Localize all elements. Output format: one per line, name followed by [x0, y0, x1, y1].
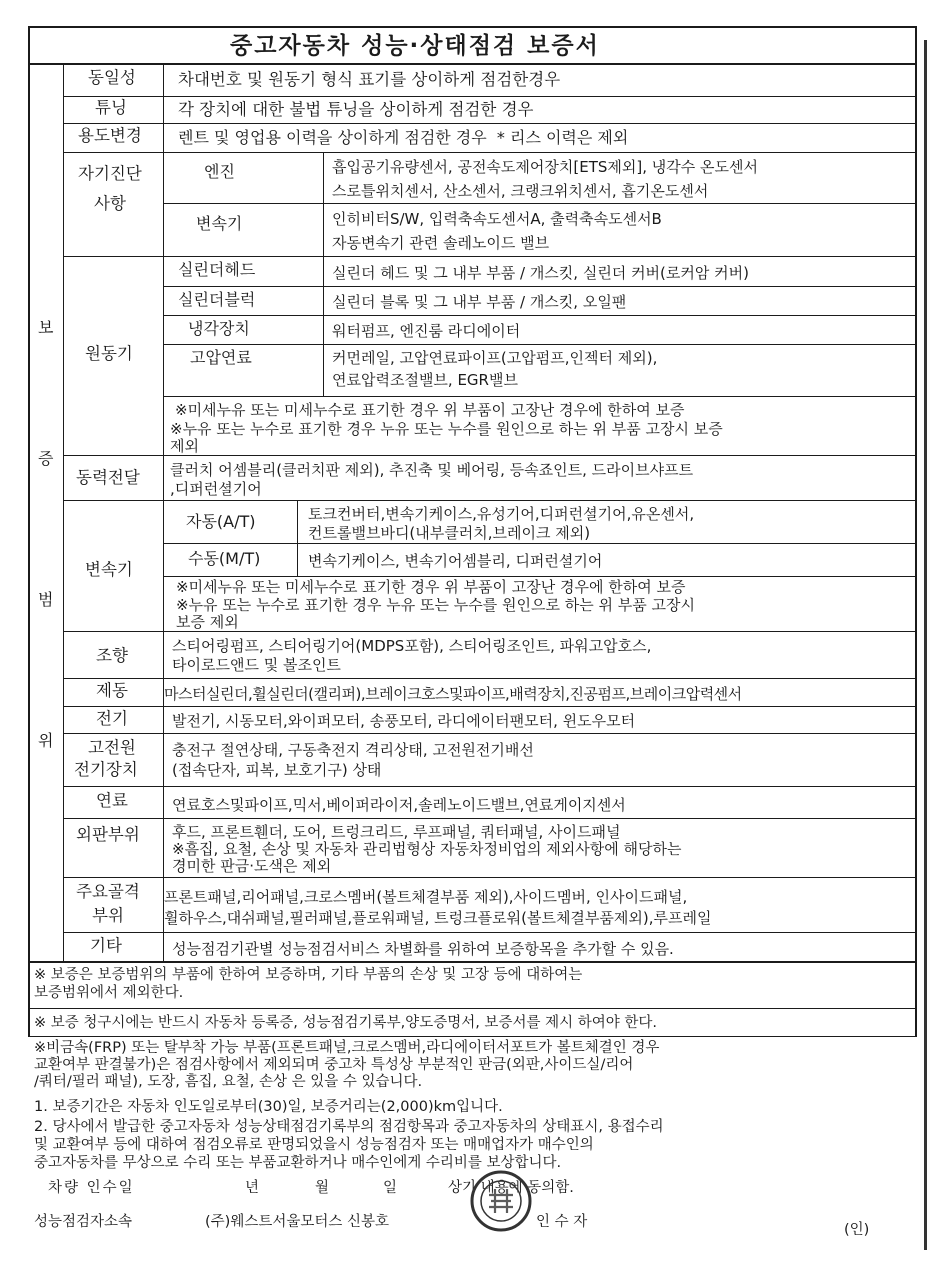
transmission-note-2: ※누유 또는 누수로 표기한 경우 누유 또는 누수를 원인으로 하는 위 부품 고장시: [176, 596, 695, 614]
inspector-affiliation-label: 성능점검자소속: [34, 1214, 133, 1230]
note-frp-3: /쿼터/필러 패널), 도장, 흠집, 요철, 손상 은 있을 수 있습니다.: [34, 1074, 423, 1090]
row-line: [163, 315, 915, 316]
row-line: [63, 733, 915, 734]
engine-note-3: 제외: [170, 437, 199, 455]
selfdiag-trans-line1: 인히비터S/W, 입력축속도센서A, 출력축속도센서B: [332, 210, 662, 228]
row-label-exterior: 외판부위: [76, 825, 140, 844]
row-label-usage: 용도변경: [78, 126, 142, 145]
row-line: [163, 543, 915, 544]
warranty-clause-2: 및 교환여부 등에 대하여 점검오류로 판명되었을시 성능점검자 또는 매매업자가 매수인의: [34, 1137, 594, 1153]
transmission-auto-line2: 컨트롤밸브바디(내부클러치,브레이크 제외): [308, 524, 591, 542]
row-label-selfdiag-2: 사항: [94, 194, 126, 213]
note-frp-1: ※비금속(FRP) 또는 탈부착 가능 부품(프론트패널,크로스멤버,라디에이터서포트가 볼트체결인 경우: [34, 1040, 660, 1056]
row-label-fuel: 연료: [96, 791, 128, 810]
company-seal-stamp: [469, 1169, 533, 1233]
steering-line1: 스티어링펌프, 스티어링기어(MDPS포함), 스티어링조인트, 파워고압호스,: [172, 637, 652, 655]
row-label-etc: 기타: [90, 936, 122, 955]
row-label-frame-2: 부위: [92, 906, 124, 925]
transmission-note-1: ※미세누유 또는 미세누수로 표기한 경우 위 부품이 고장난 경우에 한하여 보증: [176, 578, 686, 596]
sub-label-cylinder-block: 실린더블럭: [178, 290, 256, 309]
notes-divider: [28, 1008, 917, 1009]
warranty-clause-1: 2. 당사에서 발급한 중고자동차 성능상태점검기록부의 점검항목과 중고자동차의 상태표시, 용접수리: [34, 1119, 664, 1135]
agreement-text: 상기 내용에 동의함.: [448, 1180, 574, 1196]
frame-line1: 프론트패널,리어패널,크로스멤버(볼트체결부품 제외),사이드멤버, 인사이드패널,: [164, 888, 688, 906]
inspector-company: (주)웨스트서울모터스 신봉호: [205, 1214, 390, 1230]
steering-line2: 타이로드앤드 및 볼조인트: [172, 656, 341, 674]
row-label-steering: 조향: [96, 646, 128, 665]
row-label-selfdiag: 자기진단: [78, 164, 142, 183]
engine-note-1: ※미세누유 또는 미세누수로 표기한 경우 위 부품이 고장난 경우에 한하여 보증: [175, 401, 685, 419]
row-label-tuning: 튜닝: [95, 98, 127, 117]
warranty-clause-3: 중고자동차를 무상으로 수리 또는 부품교환하거나 매수인에게 수리비를 보상합니다.: [34, 1155, 562, 1171]
transmission-sub-divider: [297, 500, 298, 576]
sub-label-cylinder-head: 실린더헤드: [178, 260, 256, 279]
etc-desc: 성능점검기관별 성능점검서비스 차별화를 위하여 보증항목을 추가할 수 있음.: [172, 940, 674, 958]
sub-label-transmission: 변속기: [196, 214, 243, 233]
row-label-identity: 동일성: [88, 68, 136, 87]
table-bottom: [28, 961, 917, 963]
engine-note-2: ※누유 또는 누수로 표기한 경우 누유 또는 누수를 원인으로 하는 위 부품 고장시 보증: [170, 420, 723, 438]
row-label-brake: 제동: [96, 681, 128, 700]
transmission-manual-desc: 변속기케이스, 변속기어셈블리, 디퍼런셜기어: [308, 552, 603, 570]
selfdiag-engine-line2: 스로틀위치센서, 산소센서, 크랭크위치센서, 흡기온도센서: [332, 182, 709, 200]
brake-desc: 마스터실린더,휠실린더(캘리퍼),브레이크호스및파이프,배력장치,진공펌프,브레이크압력센서: [164, 685, 742, 703]
row-label-hv: 고전원: [88, 738, 136, 757]
row-desc-tuning: 각 장치에 대한 불법 튜닝을 상이하게 점검한 경우: [178, 100, 534, 119]
row-line: [63, 455, 915, 456]
row-label-transmission: 변속기: [85, 560, 133, 579]
warranty-period: 1. 보증기간은 자동차 인도일로부터(30)일, 보증거리는(2,000)km입니다.: [34, 1099, 503, 1115]
fuel-desc: 연료호스및파이프,믹서,베이퍼라이저,솔레노이드밸브,연료게이지센서: [172, 796, 626, 814]
drivetrain-line1: 클러치 어셈블리(클러치판 제외), 추진축 및 베어링, 등속죠인트, 드라이브샤프트: [170, 461, 694, 479]
side-label-char: 범: [38, 590, 54, 609]
engine-cylinder-block-desc: 실린더 블록 및 그 내부 부품 / 개스킷, 오일팬: [332, 293, 627, 311]
frame-line2: 휠하우스,대쉬패널,필러패널,플로워패널, 트렁크플로워(볼트체결부품제외),루프레일: [164, 909, 712, 927]
row-line: [163, 396, 915, 397]
note-claim: ※ 보증 청구시에는 반드시 자동차 등록증, 성능점검기록부,양도증명서, 보증서를 제시 하여야 한다.: [34, 1015, 657, 1031]
note-coverage-2: 보증범위에서 제외한다.: [34, 985, 184, 1001]
delivery-year: 년: [245, 1180, 260, 1196]
row-line: [63, 631, 915, 632]
delivery-date-label: 차량 인수일: [48, 1180, 135, 1196]
row-line: [63, 256, 915, 257]
buyer-label: 인 수 자: [536, 1214, 588, 1230]
electric-desc: 발전기, 시동모터,와이퍼모터, 송풍모터, 라디에이터팬모터, 윈도우모터: [172, 712, 636, 730]
frame-left: [28, 26, 30, 1036]
exterior-line2: ※흠집, 요철, 손상 및 자동차 관리법형상 자동차정비업의 제외사항에 해당하는: [172, 840, 682, 858]
engine-cylinder-head-desc: 실린더 헤드 및 그 내부 부품 / 개스킷, 실린더 커버(로커암 커버): [332, 264, 749, 282]
subcategory-divider: [323, 152, 324, 396]
side-label-char: 증: [38, 449, 54, 468]
row-label-hv-2: 전기장치: [74, 760, 138, 779]
row-label-drivetrain: 동력전달: [76, 468, 140, 487]
sub-label-cooling: 냉각장치: [188, 319, 250, 338]
transmission-auto-line1: 토크컨버터,변속기케이스,유성기어,디퍼런셜기어,유온센서,: [308, 505, 695, 523]
row-line: [63, 500, 915, 501]
drivetrain-line2: ,디퍼런셜기어: [170, 480, 262, 498]
side-label-char: 위: [38, 731, 54, 750]
frame-top: [28, 26, 917, 28]
row-label-engine: 원동기: [85, 344, 133, 363]
note-coverage-1: ※ 보증은 보증범위의 부품에 한하여 보증하며, 기타 부품의 손상 및 고장 등에 대하여는: [34, 967, 583, 983]
side-column-divider: [63, 63, 64, 961]
selfdiag-trans-line2: 자동변속기 관련 솔레노이드 밸브: [332, 234, 550, 252]
delivery-month: 월: [315, 1180, 330, 1196]
side-label-char: 보: [38, 318, 54, 337]
hv-line2: (접속단자, 피복, 보호기구) 상태: [172, 761, 382, 779]
note-frp-2: 교환여부 판결불가)은 점검사항에서 제외되며 중고차 특성상 부분적인 판금(외판,사이드실/리어: [34, 1057, 634, 1073]
engine-fuel-line1: 커먼레일, 고압연료파이프(고압펌프,인젝터 제외),: [332, 349, 658, 367]
row-line: [63, 152, 915, 153]
row-desc-usage: 렌트 및 영업용 이력을 상이하게 점검한 경우 * 리스 이력은 제외: [178, 128, 629, 147]
row-line: [63, 877, 915, 878]
frame-right: [915, 26, 917, 1036]
row-line: [163, 576, 915, 577]
row-label-frame: 주요골격: [76, 882, 140, 901]
row-line: [63, 706, 915, 707]
seal-mark: (인): [844, 1222, 870, 1238]
row-line: [163, 203, 915, 204]
row-line: [63, 96, 915, 97]
category-column-divider: [163, 63, 164, 961]
row-desc-identity: 차대번호 및 원동기 형식 표기를 상이하게 점검한경우: [178, 70, 561, 89]
row-line: [163, 344, 915, 345]
transmission-note-3: 보증 제외: [176, 613, 239, 631]
notes-divider: [28, 1036, 917, 1037]
hv-line1: 충전구 절연상태, 구동축전지 격리상태, 고전원전기배선: [172, 741, 534, 759]
row-line: [63, 678, 915, 679]
sub-label-manual: 수동(M/T): [188, 549, 261, 568]
row-line: [63, 123, 915, 124]
page-edge: [924, 40, 927, 1250]
row-line: [63, 932, 915, 933]
delivery-day: 일: [383, 1180, 398, 1196]
row-line: [63, 786, 915, 787]
exterior-line1: 후드, 프론트휀더, 도어, 트렁크리드, 루프패널, 쿼터패널, 사이드패널: [172, 823, 621, 841]
engine-cooling-desc: 워터펌프, 엔진룸 라디에이터: [332, 322, 521, 340]
exterior-line3: 경미한 판금·도색은 제외: [172, 857, 332, 875]
document-title: 중고자동차 성능·상태점검 보증서: [230, 33, 600, 59]
sub-label-high-pressure-fuel: 고압연료: [190, 348, 252, 367]
row-line: [163, 286, 915, 287]
row-label-electric: 전기: [96, 709, 128, 728]
sub-label-engine: 엔진: [204, 162, 235, 181]
engine-fuel-line2: 연료압력조절밸브, EGR밸브: [332, 371, 518, 389]
row-line: [63, 818, 915, 819]
sub-label-automatic: 자동(A/T): [186, 512, 256, 531]
frame-title-bottom: [28, 63, 917, 65]
selfdiag-engine-line1: 흡입공기유량센서, 공전속도제어장치[ETS제외], 냉각수 온도센서: [332, 158, 758, 176]
